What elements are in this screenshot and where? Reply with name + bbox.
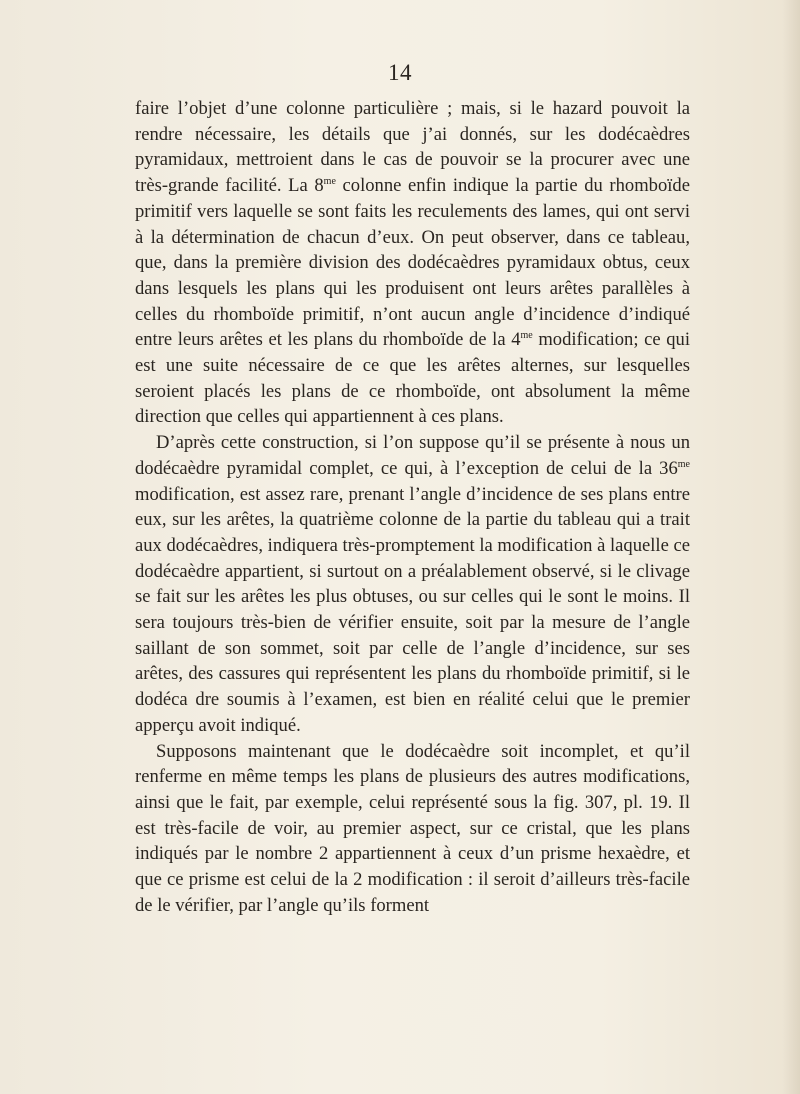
ordinal-superscript: me — [677, 458, 690, 470]
ordinal-superscript: me — [520, 330, 533, 342]
text-run: modification, est assez rare, prenant l’angle d’incidence de ses plans entre eux, sur les arêtes, la quatrième colonne de la partie du tableau qui a trait aux dodécaèdres, indiquera très-promptement la modification à laquelle ce dodécaèdre appartient, si surtout on a préalablement observé, si le clivage se fait sur les arêtes les plus obtuses, ou sur celles qui le sont le moins. Il sera toujours très-bien de vérifier ensuite, soit par la mesure de l’angle saillant de son sommet, soit par celle de l’angle d’incidence, sur ses arêtes, des cassures qui représentent les plans du rhomboïde primitif, si le dodéca dre soumis à l’examen, est bien en réalité celui que le premier apperçu avoit indiqué. — [135, 483, 690, 736]
body-text — [135, 96, 690, 919]
paragraph-3 — [135, 739, 690, 919]
paragraph-1 — [135, 96, 690, 430]
paragraph-2 — [135, 430, 690, 738]
text-run: Supposons maintenant que le dodécaèdre soit incomplet, et qu’il renferme en même temps les plans de plusieurs des autres modifications, ainsi que le fait, par exemple, celui représenté sous la fig. 307, pl. 19. Il est très-facile de voir, au premier aspect, sur ce cristal, que les plans indiqués par le nombre 2 appartiennent à ceux d’un prisme hexaèdre, et que ce prisme est celui de la 2 modification : il seroit d’ailleurs très-facile de le vérifier, par l’angle qu’ils forment — [135, 740, 690, 916]
page-number: 14 — [388, 60, 412, 85]
text-run: D’après cette construction, si l’on suppose qu’il se présente à nous un dodécaèdre pyramidal complet, ce qui, à l’exception de celui de la 36 — [135, 432, 690, 479]
ordinal-superscript: me — [323, 176, 336, 188]
text-run: colonne enfin indique la partie du rhomboïde primitif vers laquelle se sont faits les reculements des lames, qui ont servi à la détermination de chacun d’eux. On peut observer, dans ce tableau, que, dans la première division des dodécaèdres pyramidaux obtus, ceux dans lesquels les plans qui les produisent ont leurs arêtes parallèles à celles du rhomboïde primitif, n’ont aucun angle d’incidence d’indiqué entre leurs arêtes et les plans du rhomboïde de la 4 — [135, 175, 690, 351]
text-run: modification; ce qui est une suite nécessaire de ce que les arêtes alternes, sur lesquelles seroient placés les plans de ce rhomboïde, ont absolument la même direction que celles qui appartiennent à ces plans. — [135, 329, 690, 428]
text-run: faire l’objet d’une colonne particulière ; mais, si le hazard pouvoit la rendre nécessaire, les détails que j’ai donnés, sur les dodécaèdres pyramidaux, mettroient dans le cas de pouvoir se la procurer avec une très-grande facilité. La 8 — [135, 98, 690, 197]
